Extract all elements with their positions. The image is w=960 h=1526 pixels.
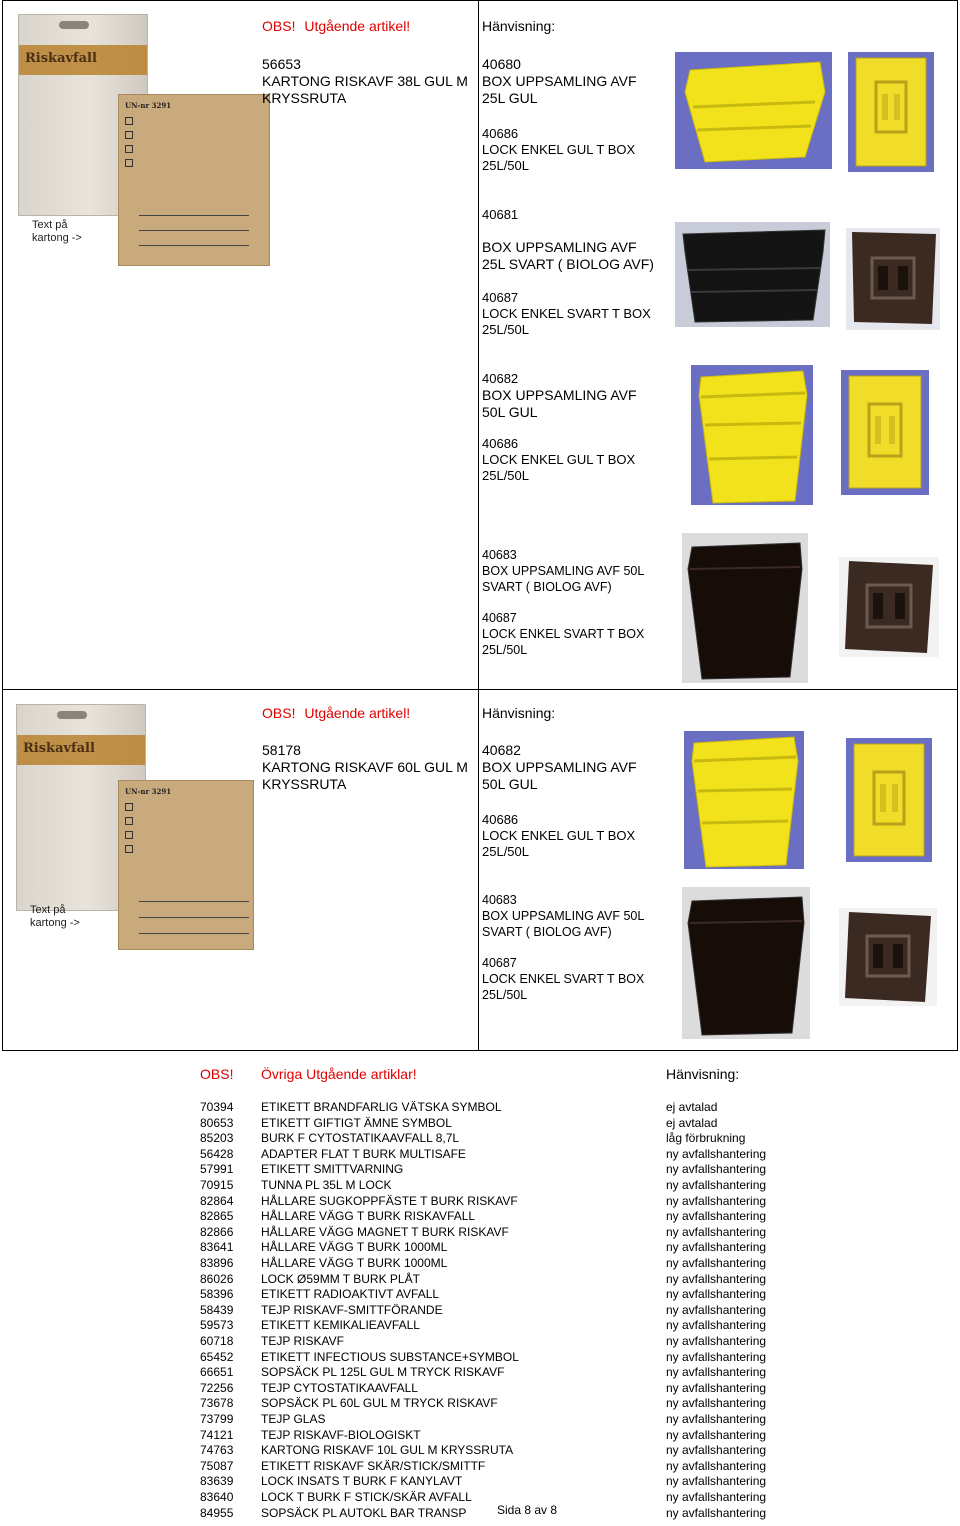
- section-2-divider: [478, 689, 479, 1051]
- ref-5-lock: 40686 LOCK ENKEL GUL T BOX 25L/50L: [482, 812, 636, 859]
- article-description: KARTONG RISKAVF 10L GUL M KRYSSRUTA: [261, 1443, 514, 1458]
- article-code: 66651: [200, 1365, 234, 1380]
- article-reference: ny avfallshantering: [666, 1302, 767, 1317]
- article-description: ETIKETT KEMIKALIEAVFALL: [261, 1318, 420, 1333]
- article-code: 83639: [200, 1474, 234, 1489]
- lid-image-black-1: [846, 228, 940, 330]
- article-description: TEJP RISKAVF: [261, 1334, 344, 1348]
- article-reference: ny avfallshantering: [666, 1209, 767, 1224]
- article-description: ADAPTER FLAT T BURK MULTISAFE: [261, 1146, 466, 1161]
- article-description: ETIKETT RISKAVF SKÄR/STICK/SMITTF: [261, 1458, 486, 1473]
- article-code: 82865: [200, 1209, 234, 1224]
- article-reference: ny avfallshantering: [666, 1334, 767, 1348]
- article-description: HÅLLARE VÄGG T BURK RISKAVFALL: [261, 1209, 476, 1224]
- article-description: BURK F CYTOSTATIKAAVFALL 8,7L: [261, 1131, 460, 1146]
- article-reference: ny avfallshantering: [666, 1224, 767, 1239]
- article-reference: ny avfallshantering: [666, 1365, 767, 1380]
- obs-label-3: OBS!: [200, 1066, 234, 1082]
- article-code: 83896: [200, 1256, 234, 1270]
- article-2: 58178 KARTONG RISKAVF 60L GUL M KRYSSRUTA: [262, 742, 468, 792]
- article-reference: ny avfallshantering: [666, 1443, 767, 1458]
- carton-note-2: Text på kartong ->: [30, 904, 80, 929]
- article-code: 73799: [200, 1412, 234, 1426]
- article-reference: ny avfallshantering: [666, 1412, 767, 1426]
- ref-6-lock: 40687 LOCK ENKEL SVART T BOX 25L/50L: [482, 956, 645, 1002]
- ref-4-box: 40683 BOX UPPSAMLING AVF 50L SVART ( BIOLOG AVF): [482, 548, 645, 594]
- article-description: HÅLLARE VÄGG T BURK 1000ML: [261, 1256, 448, 1270]
- article-reference: ny avfallshantering: [666, 1240, 767, 1255]
- lid-image-black-3: [839, 908, 937, 1006]
- carton-un-2: UN-nr 3291: [125, 787, 172, 796]
- carton-note-1: Text på kartong ->: [32, 219, 82, 244]
- article-code: 86026: [200, 1271, 234, 1286]
- article-code: 58439: [200, 1302, 234, 1317]
- article-code: 70915: [200, 1178, 234, 1192]
- article-description: LOCK INSATS T BURK F KANYLAVT: [261, 1474, 463, 1489]
- outgoing-label-1: Utgående artikel!: [304, 18, 411, 34]
- article-description: ETIKETT RADIOAKTIVT AVFALL: [261, 1287, 440, 1302]
- article-code: 58396: [200, 1287, 234, 1302]
- article-description: HÅLLARE VÄGG MAGNET T BURK RISKAVF: [261, 1224, 509, 1239]
- lid-image-black-2: [839, 557, 939, 657]
- ref-3-lock: 40686 LOCK ENKEL GUL T BOX 25L/50L: [482, 436, 636, 483]
- ref-3-box: 40682 BOX UPPSAMLING AVF 50L GUL: [482, 371, 637, 420]
- article-description: LOCK Ø59MM T BURK PLÅT: [261, 1271, 420, 1286]
- article-code: 74121: [200, 1427, 234, 1442]
- article-description: SOPSÄCK PL AUTOKL BAR TRANSP: [261, 1505, 467, 1520]
- carton-image-1: [18, 14, 258, 254]
- ref-2-lock: 40687 LOCK ENKEL SVART T BOX 25L/50L: [482, 290, 651, 337]
- article-description: ETIKETT GIFTIGT ÄMNE SYMBOL: [261, 1115, 452, 1130]
- ref-6-box: 40683 BOX UPPSAMLING AVF 50L SVART ( BIOLOG AVF): [482, 893, 645, 939]
- article-reference: ny avfallshantering: [666, 1256, 767, 1270]
- article-reference: ny avfallshantering: [666, 1162, 767, 1177]
- ref-4-lock: 40687 LOCK ENKEL SVART T BOX 25L/50L: [482, 611, 645, 657]
- article-reference: ny avfallshantering: [666, 1380, 767, 1395]
- article-reference: ny avfallshantering: [666, 1505, 767, 1520]
- article-reference: ny avfallshantering: [666, 1396, 767, 1411]
- lid-image-yellow-3: [846, 738, 932, 862]
- article-reference: ny avfallshantering: [666, 1458, 767, 1473]
- article-reference: ny avfallshantering: [666, 1427, 767, 1442]
- article-code: 83641: [200, 1240, 234, 1255]
- carton-image-2: [16, 704, 256, 949]
- article-reference: ny avfallshantering: [666, 1287, 767, 1302]
- ref-1-lock: 40686 LOCK ENKEL GUL T BOX 25L/50L: [482, 126, 636, 173]
- article-description: TEJP CYTOSTATIKAAVFALL: [261, 1380, 418, 1395]
- article-description: SOPSÄCK PL 60L GUL M TRYCK RISKAVF: [261, 1396, 498, 1411]
- ref-2-box: 40681 BOX UPPSAMLING AVF 25L SVART ( BIOLOG AVF): [482, 207, 654, 272]
- article-reference: ny avfallshantering: [666, 1490, 767, 1504]
- article-description: TEJP RISKAVF-SMITTFÖRANDE: [261, 1302, 443, 1317]
- article-description: LOCK T BURK F STICK/SKÄR AVFALL: [261, 1490, 472, 1504]
- article-reference: ny avfallshantering: [666, 1349, 767, 1364]
- article-code: 75087: [200, 1458, 234, 1473]
- page-number: Sida 8 av 8: [497, 1503, 558, 1517]
- article-reference: ny avfallshantering: [666, 1146, 767, 1161]
- outgoing-label-2: Utgående artikel!: [304, 705, 411, 721]
- obs-label-1: OBS! Utgående artikel!: [262, 18, 411, 34]
- article-code: 85203: [200, 1131, 234, 1146]
- bin-image-black-50l-2: [682, 887, 810, 1039]
- article-code: 84955: [200, 1505, 234, 1520]
- article-reference: ny avfallshantering: [666, 1271, 767, 1286]
- bin-image-yellow-50l: [691, 365, 813, 505]
- lid-image-yellow-2: [841, 370, 929, 495]
- article-description: HÅLLARE SUGKOPPFÄSTE T BURK RISKAVF: [261, 1193, 518, 1208]
- article-description: TEJP GLAS: [261, 1412, 326, 1426]
- article-code: 82866: [200, 1224, 234, 1239]
- carton-brand-2: Riskavfall: [23, 741, 95, 756]
- carton-un-1: UN-nr 3291: [125, 101, 172, 110]
- lid-image-yellow-1: [848, 52, 934, 172]
- ref-1-box: 40680 BOX UPPSAMLING AVF 25L GUL: [482, 56, 637, 106]
- article-reference: ej avtalad: [666, 1115, 718, 1130]
- article-reference: ny avfallshantering: [666, 1193, 767, 1208]
- article-reference: ny avfallshantering: [666, 1474, 767, 1489]
- article-1: 56653 KARTONG RISKAVF 38L GUL M KRYSSRUTA: [262, 56, 468, 106]
- article-reference: låg förbrukning: [666, 1131, 746, 1146]
- article-description: HÅLLARE VÄGG T BURK 1000ML: [261, 1240, 448, 1255]
- article-code: 73678: [200, 1396, 234, 1411]
- article-reference: ej avtalad: [666, 1100, 718, 1114]
- article-code: 59573: [200, 1318, 234, 1333]
- bin-image-yellow-50l-2: [684, 731, 804, 869]
- reference-header-1: Hänvisning:: [482, 18, 556, 34]
- article-code: 83640: [200, 1490, 234, 1504]
- other-articles-title: Övriga Utgående artiklar!: [261, 1066, 417, 1082]
- article-description: ETIKETT SMITTVARNING: [261, 1162, 404, 1177]
- ref-5-box: 40682 BOX UPPSAMLING AVF 50L GUL: [482, 742, 637, 792]
- article-code: 72256: [200, 1380, 234, 1395]
- carton-brand-1: Riskavfall: [25, 51, 97, 66]
- article-code: 74763: [200, 1443, 234, 1458]
- reference-header-2: Hänvisning:: [482, 705, 556, 721]
- article-description: TEJP RISKAVF-BIOLOGISKT: [261, 1427, 421, 1442]
- article-description: ETIKETT BRANDFARLIG VÄTSKA SYMBOL: [261, 1100, 502, 1114]
- article-code: 56428: [200, 1146, 234, 1161]
- bin-image-black-50l: [682, 533, 808, 683]
- article-code: 65452: [200, 1349, 234, 1364]
- section-1-divider: [478, 0, 479, 690]
- article-code: 57991: [200, 1162, 234, 1177]
- article-description: SOPSÄCK PL 125L GUL M TRYCK RISKAVF: [261, 1365, 505, 1380]
- article-code: 60718: [200, 1334, 234, 1348]
- obs-label-2: OBS! Utgående artikel!: [262, 705, 411, 721]
- bin-image-yellow-25l: [675, 52, 832, 169]
- article-code: 82864: [200, 1193, 234, 1208]
- article-code: 80653: [200, 1115, 234, 1130]
- article-reference: ny avfallshantering: [666, 1178, 767, 1192]
- article-description: TUNNA PL 35L M LOCK: [261, 1178, 392, 1192]
- bin-image-black-25l: [675, 222, 830, 327]
- reference-header-3: Hänvisning:: [666, 1066, 740, 1082]
- article-reference: ny avfallshantering: [666, 1318, 767, 1333]
- article-code: 70394: [200, 1100, 234, 1114]
- article-description: ETIKETT INFECTIOUS SUBSTANCE+SYMBOL: [261, 1349, 519, 1364]
